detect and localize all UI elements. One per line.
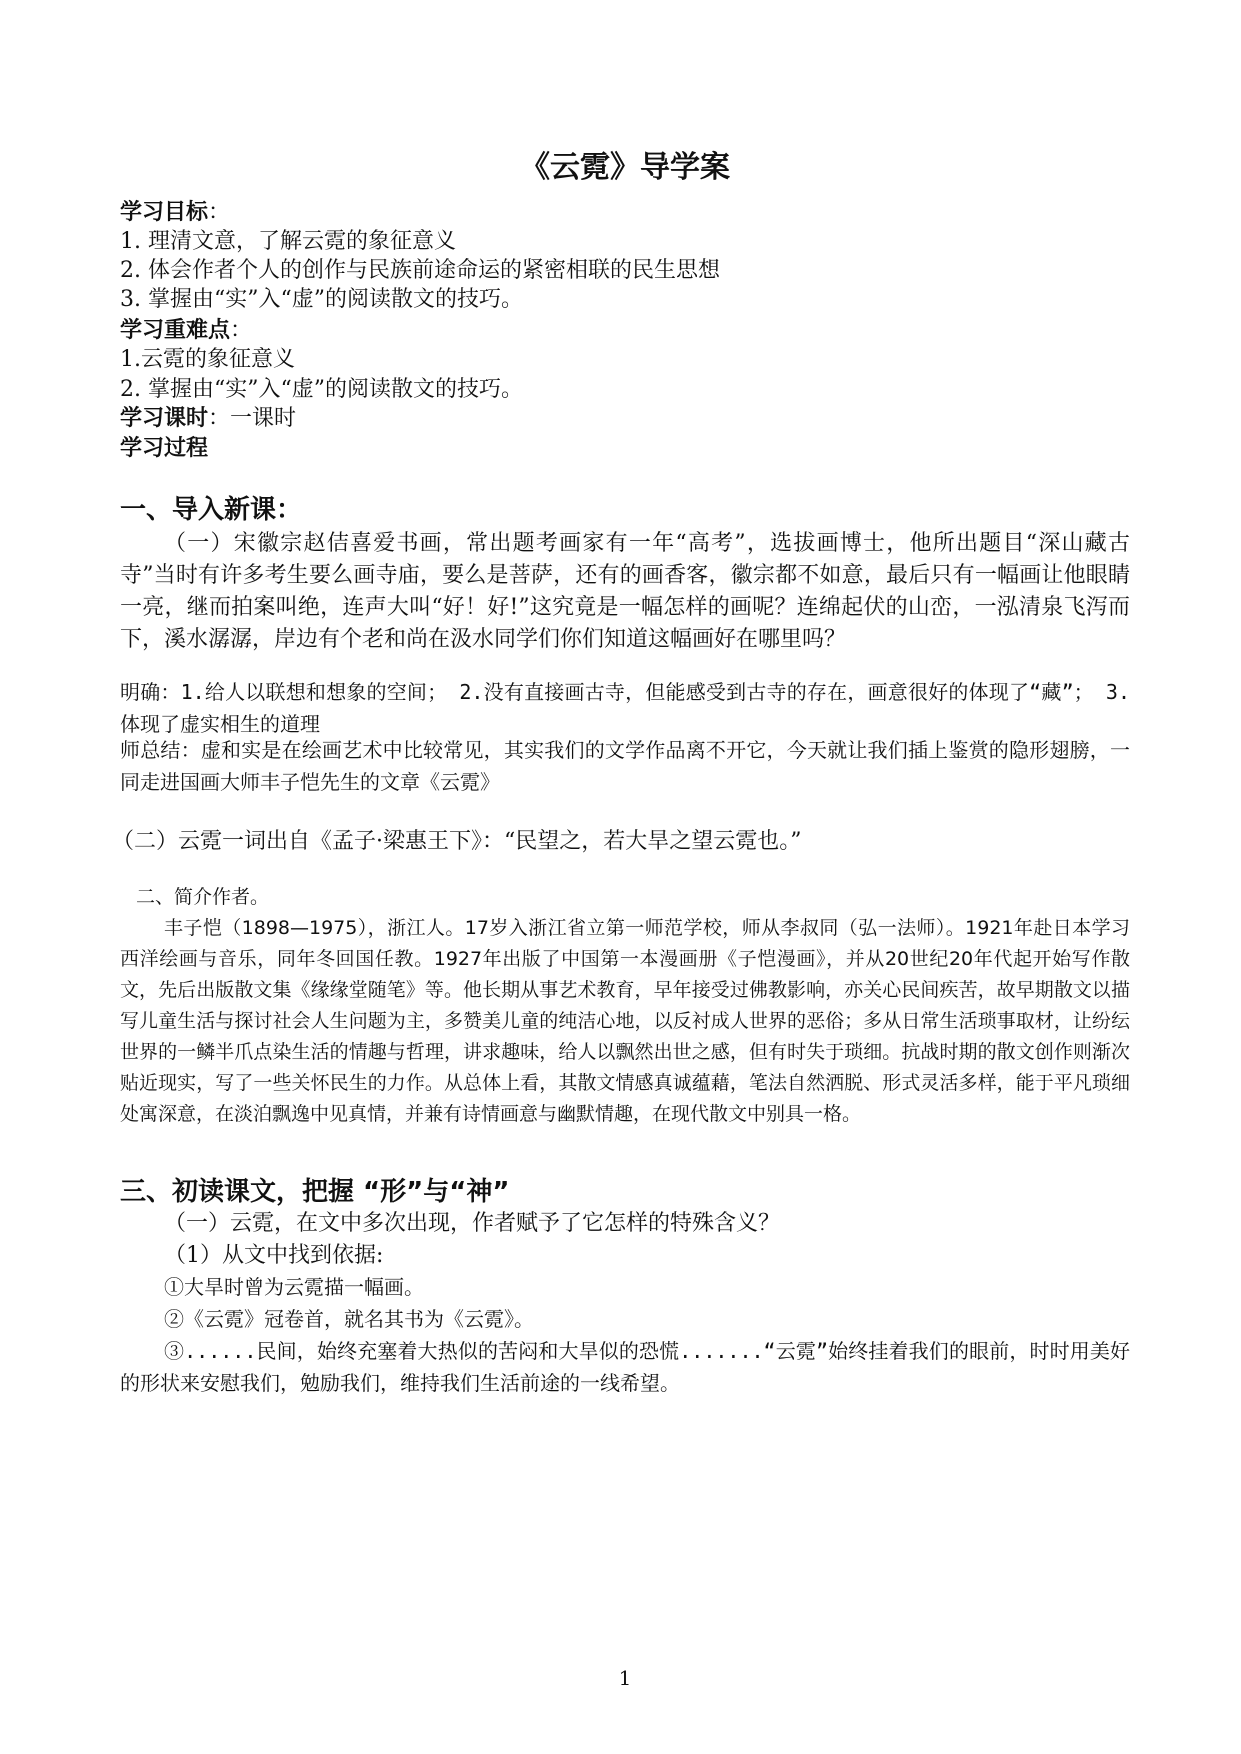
author-introduction: 丰子恺（1898—1975），浙江人。17岁入浙江省立第一师范学校，师从李叔同（弘一法师）。1921年赴日本学习西洋绘画与音乐，同年冬回国任教。1927年出版了中国第一本漫画册《子恺漫画》，并从20世纪20年代起开始写作散文，先后出版散文集《缘缘堂随笔》等。他长期从事艺术教育，早年接受过佛教影响，亦关心民间疾苦，故早期散文以描写儿童生活与探讨社会人生问题为主，多赞美儿童的纯洁心地，以反衬成人世界的恶俗；多从日常生活琐事取材，让纷纭世界的一鳞半爪点染生活的情趣与哲理，讲求趣味，给人以飘然出世之感，但有时失于琐细。抗战时期的散文创作则渐次贴近现实，写了一些关怀民生的力作。从总体上看，其散文情感真诚蕴藉，笔法自然洒脱、形式灵活多样，能于平凡琐细处寓深意，在淡泊飘逸中见真情，并兼有诗情画意与幽默情趣，在现代散文中别具一格。 [120, 917, 1130, 1125]
section1-origin-paragraph: （二）云霓一词出自《孟子·梁惠王下》：“民望之，若大旱之望云霓也。” [112, 829, 802, 854]
evidence-item: ①大旱时曾为云霓描一幅画。 [164, 1275, 424, 1299]
objectives-heading [120, 197, 230, 229]
objectives-label: 学习目标 [120, 200, 209, 225]
section1-clarify: 明确：1.给人以联想和想象的空间； 2.没有直接画古寺，但能感受到古寺的存在，画意很好的体现了“藏”； 3.体现了虚实相生的道理 [120, 680, 1130, 736]
objectives-colon: ： [208, 200, 231, 225]
section3-question: （一）云霓，在文中多次出现，作者赋予了它怎样的特殊含义？ [164, 1211, 781, 1236]
evidence-item: ③......民间，始终充塞着大热似的苦闷和大旱似的恐慌.......“云霓”始终挂着我们的眼前，时时用美好的形状来安慰我们，勉励我们，维持我们生活前途的一线希望。 [120, 1339, 1130, 1395]
objective-item: 1. 理清文意，了解云霓的象征意义 [120, 229, 456, 254]
section1-heading: 一、导入新课： [120, 495, 303, 525]
key-points-heading [120, 315, 252, 347]
objective-item: 2. 体会作者个人的创作与民族前途命运的紧密相联的民生思想 [120, 258, 720, 283]
key-point-item: 1.云霓的象征意义 [120, 347, 295, 372]
evidence-item: ②《云霓》冠卷首，就名其书为《云霓》。 [164, 1307, 534, 1331]
class-hours-colon: ： [208, 406, 231, 431]
section3-subquestion: （1）从文中找到依据: [164, 1243, 384, 1268]
key-points-label: 学习重难点 [120, 318, 231, 343]
class-hours-label: 学习课时 [120, 406, 209, 431]
document-page [112, 0, 1130, 1754]
objective-item: 3. 掌握由“实”入“虚”的阅读散文的技巧。 [120, 287, 523, 312]
section2-heading: 二、简介作者。 [136, 886, 270, 908]
class-hours-value: 一课时 [230, 406, 297, 431]
section3-heading: 三、初读课文，把握 “形”与“神” [120, 1177, 510, 1207]
process-label: 学习过程 [120, 436, 209, 461]
class-hours [120, 403, 296, 435]
page-number: 1 [618, 1666, 632, 1690]
document-title: 《云霓》导学案 [520, 150, 730, 185]
section1-intro-paragraph: （一）宋徽宗赵佶喜爱书画，常出题考画家有一年“高考”，选拔画博士，他所出题目“深山藏古寺”当时有许多考生要么画寺庙，要么是菩萨，还有的画香客，徽宗都不如意，最后只有一幅画让他眼睛一亮，继而拍案叫绝，连声大叫“好！好!”这究竟是一幅怎样的画呢？连绵起伏的山峦，一泓清泉飞泻而下，溪水潺潺，岸边有个老和尚在汲水同学们你们知道这幅画好在哪里吗？ [120, 531, 1130, 652]
section1-summary: 师总结：虚和实是在绘画艺术中比较常见，其实我们的文学作品离不开它，今天就让我们插上鉴赏的隐形翅膀，一同走进国画大师丰子恺先生的文章《云霓》 [120, 738, 1130, 794]
key-points-colon: ： [230, 318, 253, 343]
key-point-item: 2. 掌握由“实”入“虚”的阅读散文的技巧。 [120, 377, 523, 402]
